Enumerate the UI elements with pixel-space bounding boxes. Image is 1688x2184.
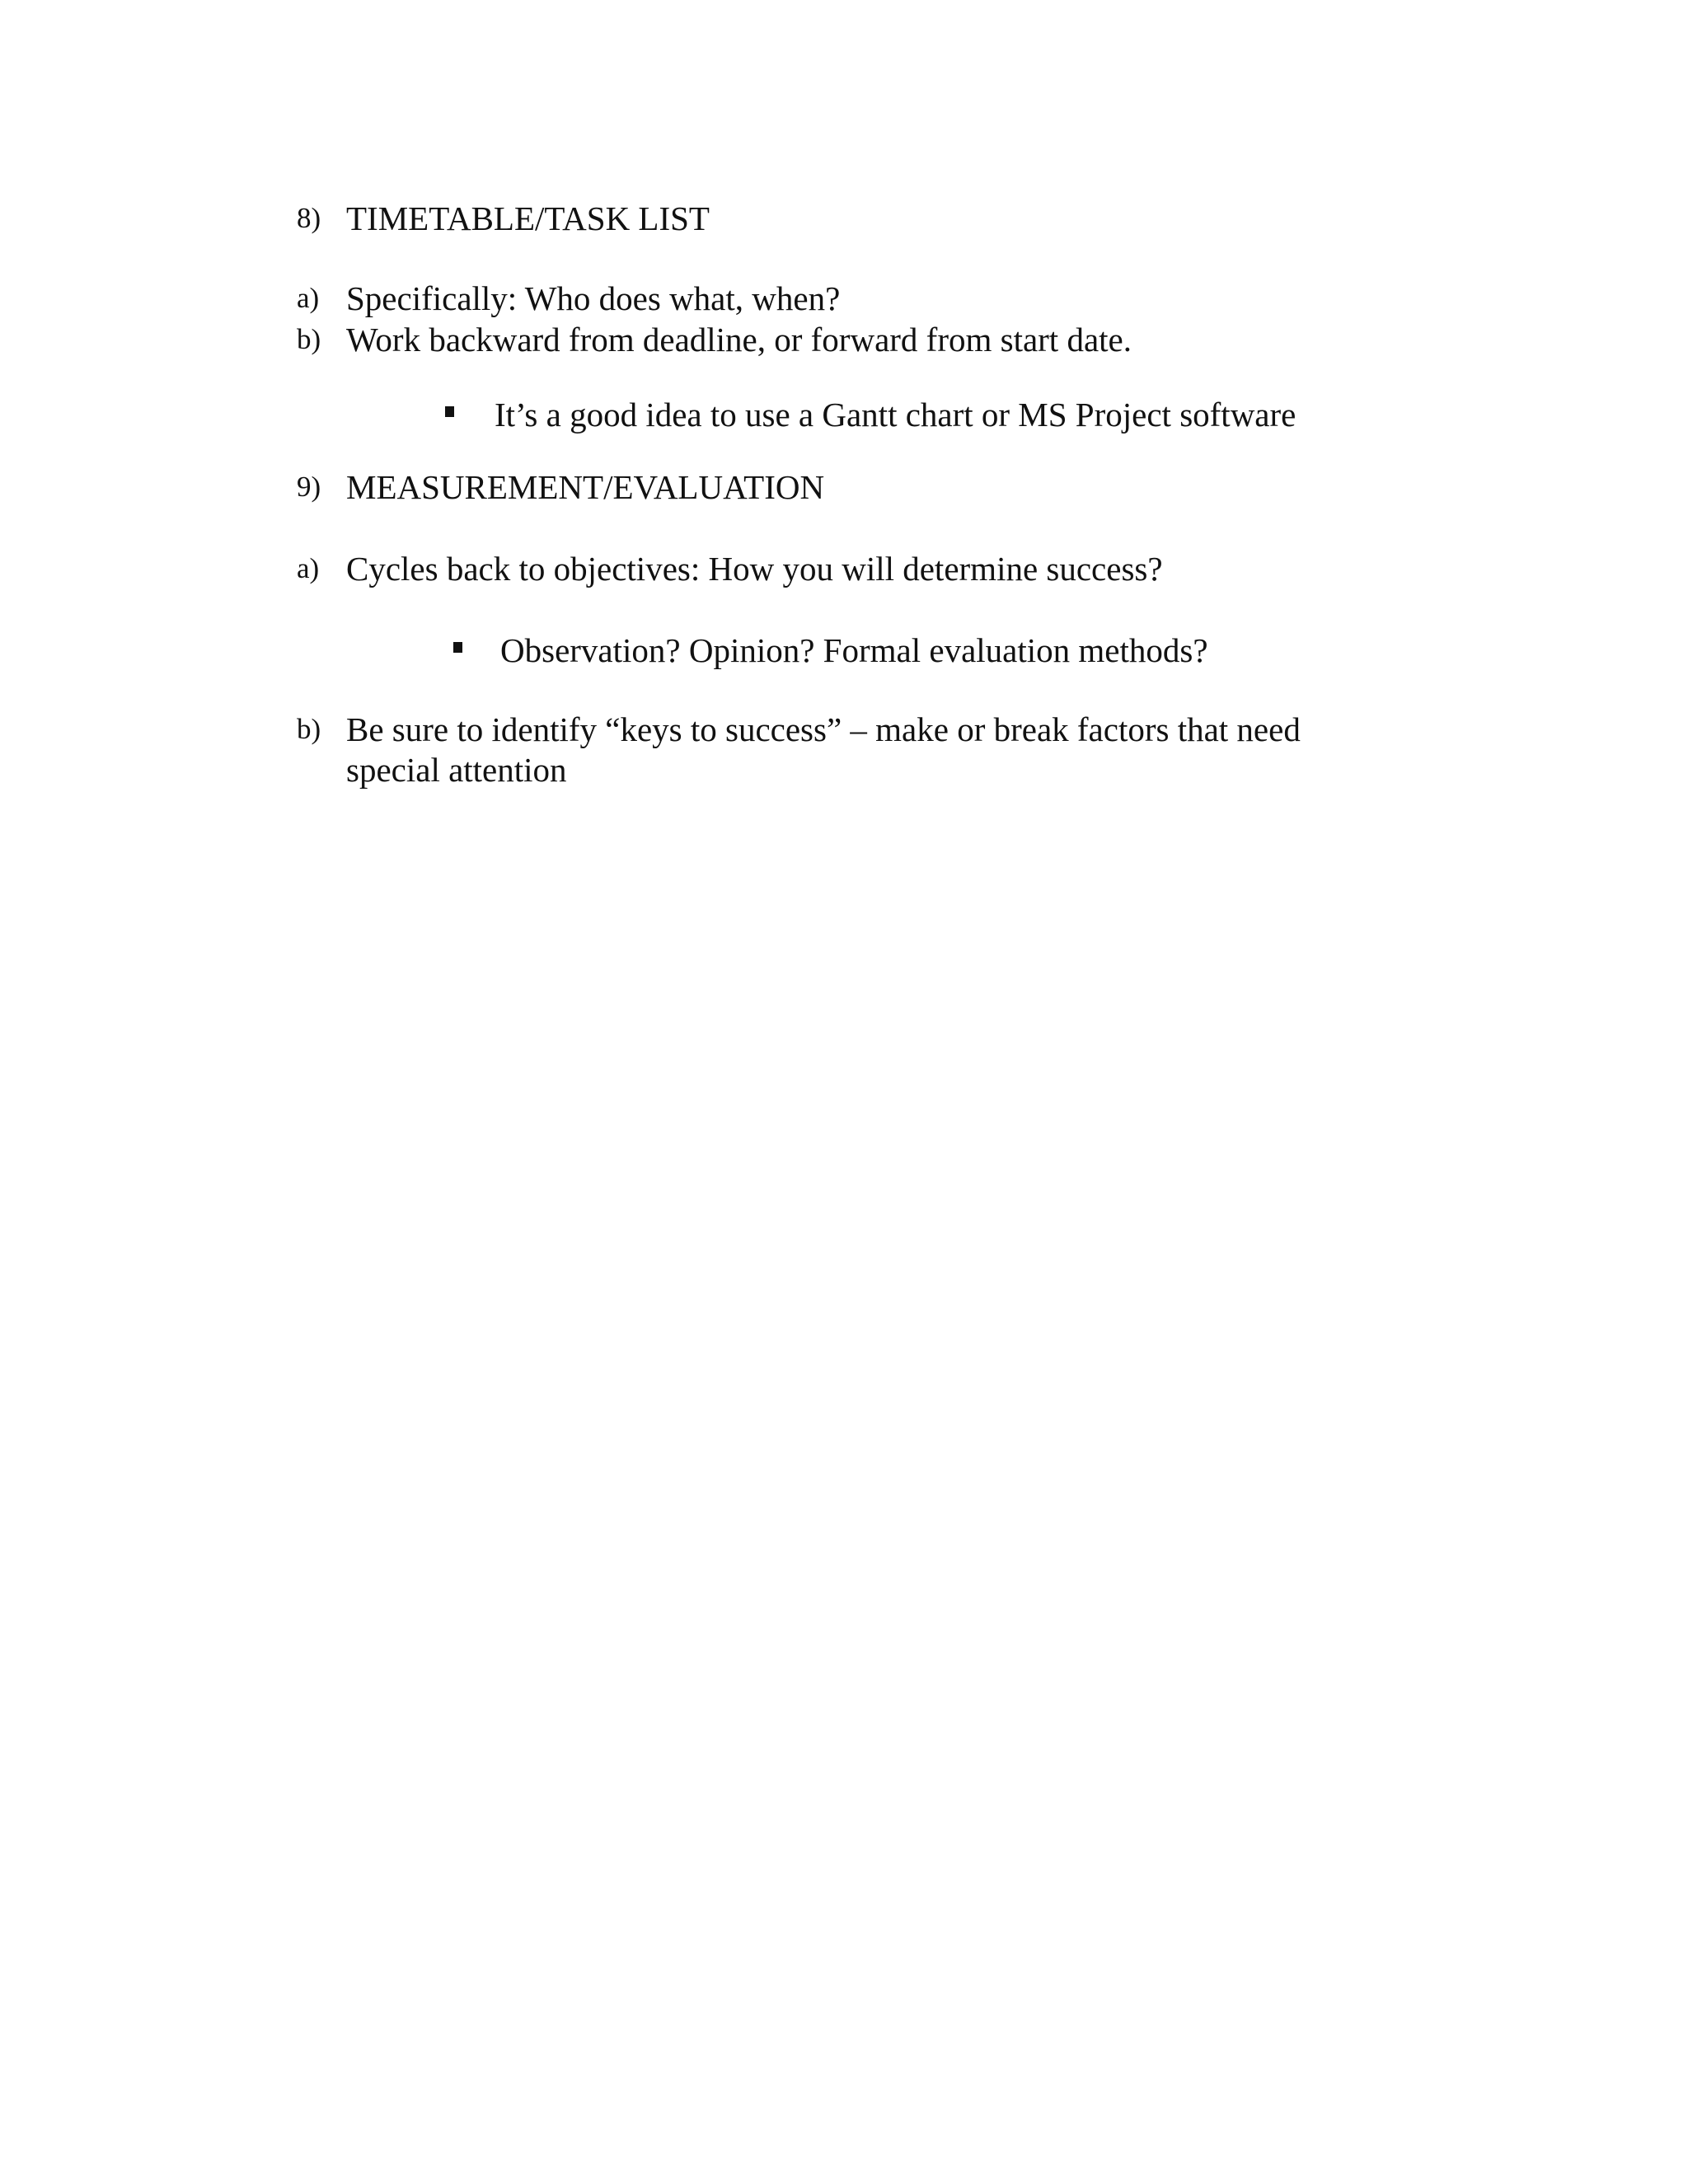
section-9-heading: MEASUREMENT/EVALUATION — [346, 468, 825, 506]
section-8-heading: TIMETABLE/TASK LIST — [346, 199, 710, 237]
section-8-number: 8) — [297, 202, 321, 234]
section-8-item-b-marker: b) — [297, 323, 321, 355]
section-9-bullet-text: Observation? Opinion? Formal evaluation methods? — [500, 631, 1208, 669]
section-9-number: 9) — [297, 471, 321, 503]
section-8-bullet-text: It’s a good idea to use a Gantt chart or MS Project software — [495, 396, 1296, 434]
section-9-item-b-text-line1: Be sure to identify “keys to success” – make or break factors that need — [346, 710, 1301, 748]
section-9-item-b-marker: b) — [297, 713, 321, 745]
square-bullet-icon — [453, 642, 462, 653]
section-8-item-b-text: Work backward from deadline, or forward from start date. — [346, 321, 1132, 359]
section-8-item-a-marker: a) — [297, 282, 320, 314]
section-9-item-a-text: Cycles back to objectives: How you will determine success? — [346, 550, 1163, 588]
square-bullet-icon — [445, 406, 454, 417]
section-9-item-b-text-line2: special attention — [346, 751, 567, 789]
section-9-item-a-marker: a) — [297, 552, 320, 584]
section-8-item-a-text: Specifically: Who does what, when? — [346, 279, 841, 317]
